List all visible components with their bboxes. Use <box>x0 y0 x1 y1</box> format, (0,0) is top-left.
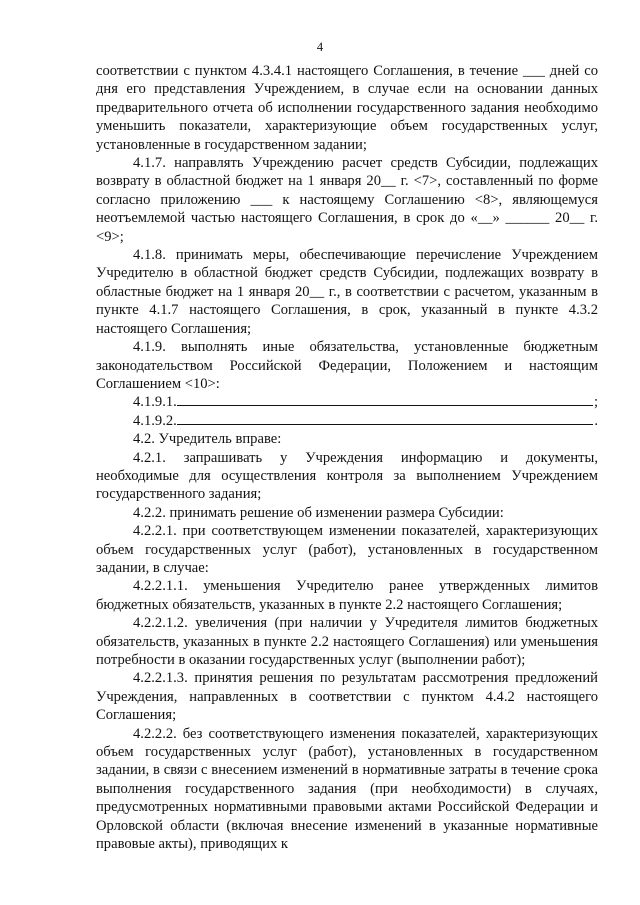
fill-line-end: . <box>594 412 598 429</box>
paragraph-4-1-9: 4.1.9. выполнять иные обязательства, установленные бюджетным законодательством Российской Федерации, Положением и настоящим Соглашением <10>: <box>96 339 598 392</box>
paragraph-4-2-2-1-1: 4.2.2.1.1. уменьшения Учредителю ранее утвержденных лимитов бюджетных обязательств, указанных в пункте 2.2 настоящего Соглашения; <box>96 578 598 613</box>
paragraph-4-2-2-1-3: 4.2.2.1.3. принятия решения по результатам рассмотрения предложений Учреждения, направленных в соответствии с пунктом 4.4.2 настоящего Соглашения; <box>96 670 598 724</box>
paragraph: соответствии с пунктом 4.3.4.1 настоящего Соглашения, в течение ___ дней со дня его представления Учреждением, в случае если на основании данных предварительного отчета об исполнении государственного задания необходимо уменьшить показатели, характеризующие объем государственных услуг, установленные в государственном задании; <box>96 63 598 153</box>
paragraph-4-2-2-1-2: 4.2.2.1.2. увеличения (при наличии у Учредителя лимитов бюджетных обязательств, указанных в пункте 2.2 настоящего Соглашения) или уменьшения потребности в оказании государственных услуг (выполнении работ); <box>96 615 598 668</box>
fill-line-end: ; <box>593 394 598 411</box>
paragraph-4-2-2-2: 4.2.2.2. без соответствующего изменения показателей, характеризующих объем государственных услуг (работ), установленных в государственном задании, в связи с внесением изменений в нормативные затраты в течение срока выполнения государственного задания (при необходимости) в случаях, предусмотренных нормативными правовыми актами Российской Федерации и Орловской области (включая внесение изменений в указанные нормативные правовые акты), приводящих к <box>96 725 598 853</box>
blank-fill <box>177 412 594 425</box>
document-body <box>96 62 598 853</box>
blank-fill <box>177 393 593 406</box>
paragraph-4-1-7: 4.1.7. направлять Учреждению расчет средств Субсидии, подлежащих возврату в областной бюджет на 1 января 20__ г. <7>, составленный по форме согласно приложению ___ к настоящему Соглашению <8>, являющемуся неотъемлемой частью настоящего Соглашения, в срок до «__» ______ 20__ г. <9>; <box>96 155 598 245</box>
paragraph-4-2-1: 4.2.1. запрашивать у Учреждения информацию и документы, необходимые для осуществления контроля за выполнением Учреждением государственного задания; <box>96 449 598 503</box>
fill-line-4-1-9-1 <box>96 393 598 411</box>
fill-line-label: 4.1.9.1. <box>133 394 177 411</box>
paragraph-4-1-8: 4.1.8. принимать меры, обеспечивающие перечисление Учреждением Учредителю в областной бюджет средств Субсидии, подлежащих возврату в областные бюджет на 1 января 20__ г., в соответствии с расчетом, указанным в пункте 4.1.7 настоящего Соглашения, в срок, указанный в пункте 4.3.2 настоящего Соглашения; <box>96 247 598 337</box>
paragraph-4-2-2: 4.2.2. принимать решение об изменении размера Субсидии: <box>133 504 504 521</box>
page-number: 4 <box>316 40 324 54</box>
fill-line-4-1-9-2 <box>96 412 598 430</box>
paragraph-4-2: 4.2. Учредитель вправе: <box>133 431 282 448</box>
fill-line-label: 4.1.9.2. <box>133 412 177 429</box>
paragraph-4-2-2-1: 4.2.2.1. при соответствующем изменении показателей, характеризующих объем государственных услуг (работ), установленных в государственном задании, в случае: <box>96 523 598 576</box>
